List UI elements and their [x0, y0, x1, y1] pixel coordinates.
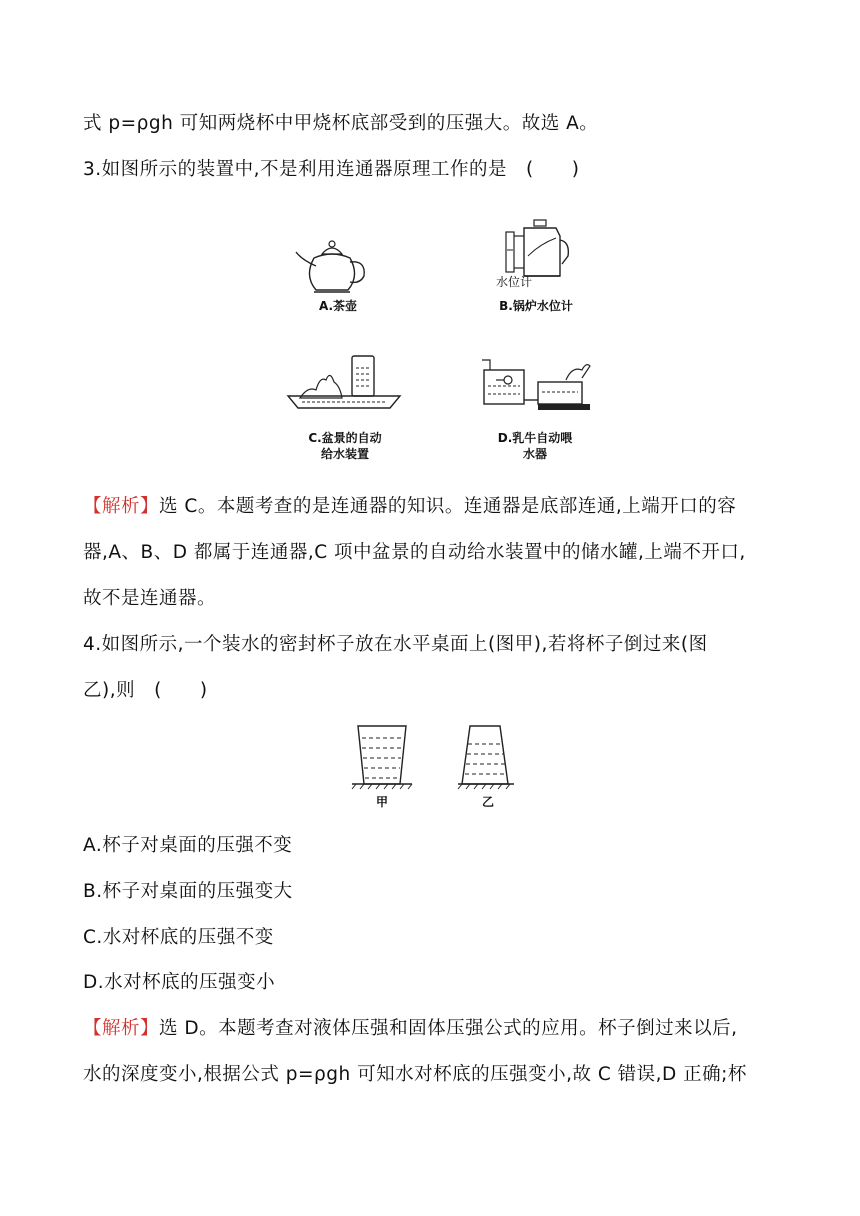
cow-waterer-illustration — [476, 356, 596, 414]
caption-b: B.锅炉水位计 — [499, 299, 573, 313]
analysis-tag: 【解析】 — [83, 1018, 160, 1039]
analysis-3-line2: 器,A、B、D 都属于连通器,C 项中盆景的自动给水装置中的储水罐,上端不开口, — [83, 542, 746, 563]
analysis-4-line1 — [83, 1016, 738, 1042]
text-line-formula: 式 p=ρgh 可知两烧杯中甲烧杯底部受到的压强大。故选 A。 — [83, 113, 599, 134]
question-4-line1: 4.如图所示,一个装水的密封杯子放在水平桌面上(图甲),若将杯子倒过来(图 — [83, 634, 708, 655]
question-4-line2: 乙),则 ( ) — [83, 680, 208, 701]
caption-c-line1: C.盆景的自动 — [308, 431, 382, 445]
cup-label-jia: 甲 — [375, 795, 388, 809]
analysis-4-line2: 水的深度变小,根据公式 p=ρgh 可知水对杯底的压强变小,故 C 错误,D 正确;杯 — [83, 1064, 747, 1085]
analysis-4-text: 选 D。本题考查对液体压强和固体压强公式的应用。杯子倒过来以后, — [159, 1018, 738, 1039]
analysis-3-line3: 故不是连通器。 — [83, 588, 217, 609]
bonsai-water-supply-illustration — [286, 352, 402, 414]
option-b: B.杯子对桌面的压强变大 — [83, 881, 293, 902]
figure-4-cups — [352, 722, 522, 800]
option-a: A.杯子对桌面的压强不变 — [83, 835, 293, 856]
cup-label-yi: 乙 — [481, 795, 494, 809]
caption-c-line2: 给水装置 — [320, 447, 369, 461]
question-3: 3.如图所示的装置中,不是利用连通器原理工作的是 ( ) — [83, 159, 580, 180]
analysis-3-text: 选 C。本题考查的是连通器的知识。连通器是底部连通,上端开口的容 — [159, 496, 737, 517]
analysis-tag: 【解析】 — [83, 496, 160, 517]
caption-d-line1: D.乳牛自动喂 — [497, 431, 573, 445]
water-gauge-label: 水位计 — [495, 275, 532, 289]
option-d: D.水对杯底的压强变小 — [83, 972, 276, 993]
analysis-3-line1 — [83, 494, 736, 520]
option-c: C.水对杯底的压强不变 — [83, 927, 274, 948]
caption-d-line2: 水器 — [522, 447, 547, 461]
boiler-gauge-illustration — [500, 216, 580, 282]
teapot-illustration — [294, 236, 374, 298]
caption-a: A.茶壶 — [318, 299, 358, 313]
